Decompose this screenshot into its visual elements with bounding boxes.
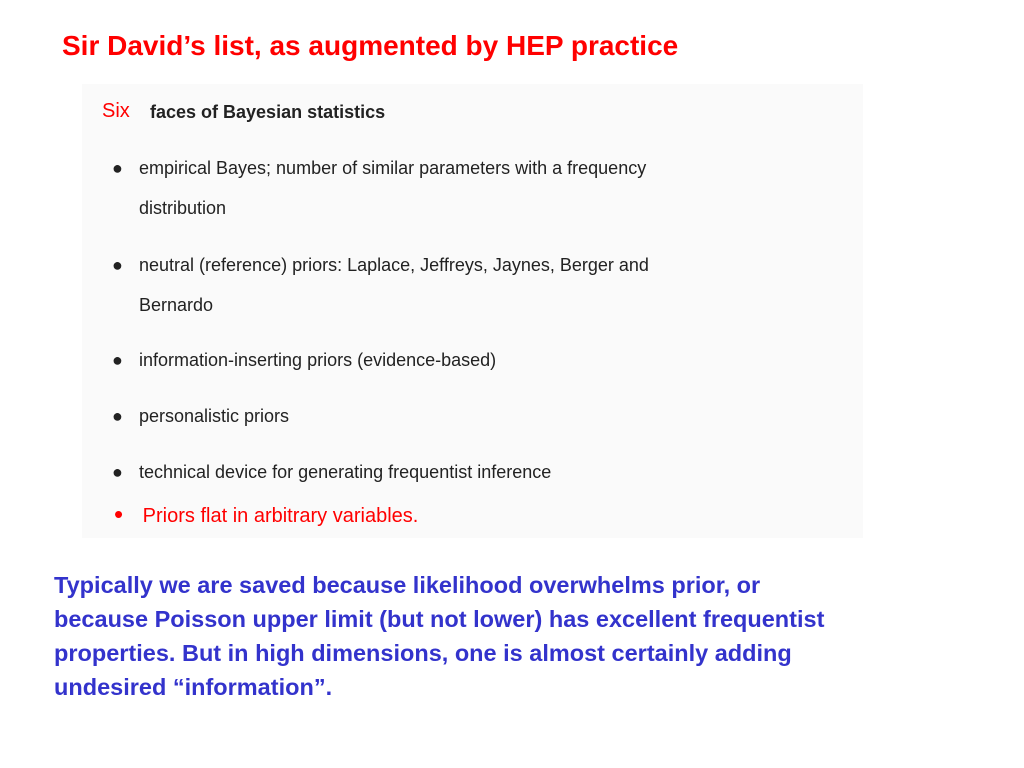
list-item (112, 148, 812, 228)
list-heading: faces of Bayesian statistics (150, 102, 386, 122)
list-item-line: personalistic priors (139, 406, 290, 426)
quoted-list-panel (82, 84, 863, 538)
list-item (112, 340, 812, 380)
list-item (112, 396, 812, 436)
list-item (112, 245, 812, 325)
list-item-line: neutral (reference) priors: Laplace, Jeffreys, Jaynes, Berger and (139, 255, 649, 275)
list-item-line: distribution (139, 198, 227, 218)
list-item-line: empirical Bayes; number of similar parameters with a frequency (139, 158, 647, 178)
bullet-icon: ● (112, 406, 123, 426)
added-item-text: Priors flat in arbitrary variables. (142, 505, 419, 527)
six-prefix: Six (102, 100, 130, 122)
bullet-icon: ● (112, 158, 123, 178)
list-item (112, 452, 812, 492)
slide-title: Sir David’s list, as augmented by HEP practice (62, 30, 679, 61)
list-item-line: technical device for generating frequentist inference (139, 462, 552, 482)
body-line: properties. But in high dimensions, one is almost certainly adding (54, 640, 792, 666)
list-item-line: information-inserting priors (evidence-based) (139, 350, 497, 370)
bullet-icon: ● (112, 462, 123, 482)
bullet-icon: • (114, 499, 124, 529)
body-line: because Poisson upper limit (but not lower) has excellent frequentist (54, 606, 825, 632)
bullet-icon: ● (112, 255, 123, 275)
body-line: Typically we are saved because likelihood overwhelms prior, or (54, 572, 761, 598)
bullet-list (82, 84, 863, 538)
added-list-item (114, 498, 418, 529)
bullet-icon: ● (112, 350, 123, 370)
body-paragraph (54, 568, 1004, 704)
list-item-line: Bernardo (139, 295, 214, 315)
body-line: undesired “information”. (54, 674, 333, 700)
